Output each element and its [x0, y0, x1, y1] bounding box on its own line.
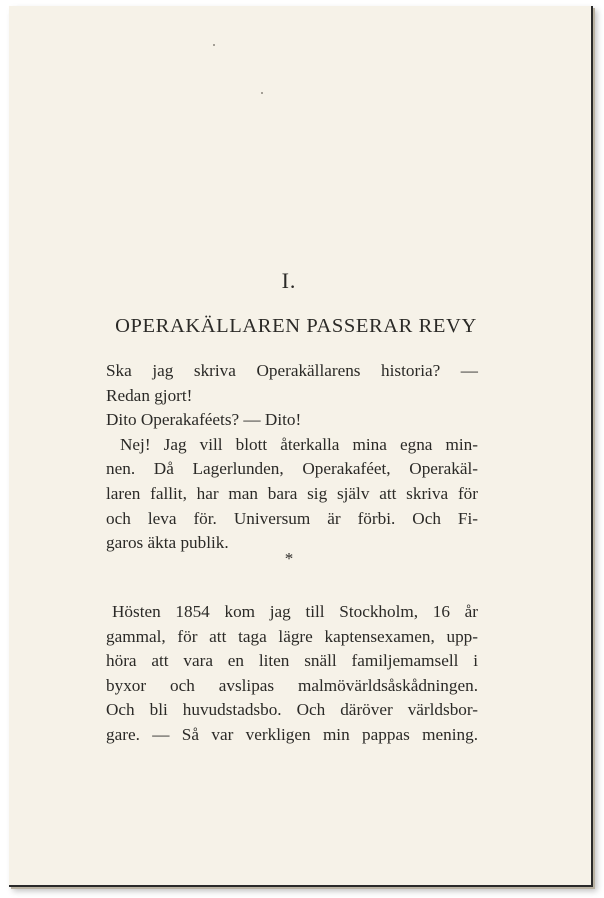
text-line: Nej! Jag vill blott återkalla mina egna min- [120, 434, 478, 454]
text-line: Hösten 1854 kom jag till Stockholm, 16 år [112, 602, 478, 621]
text-line: Dito Operakaféets? — Dito! [106, 410, 302, 430]
paper-speck [213, 44, 215, 46]
chapter-numeral: I. [281, 268, 297, 293]
text-line: gammal, för att taga lägre kaptensexamen, upp- [106, 626, 478, 646]
text-line: Och bli huvudstadsbo. Och däröver världsbor- [106, 700, 478, 720]
chapter-title: OPERAKÄLLAREN PASSERAR REVY [115, 315, 477, 337]
section-separator: * [284, 549, 294, 568]
text-line: och leva för. Universum är förbi. Och Fi- [106, 508, 478, 528]
paper-speck [261, 92, 263, 94]
text-line: höra att vara en liten snäll familjemamsell i [106, 651, 478, 671]
text-line: garos äkta publik. [106, 533, 229, 553]
text-line: gare. — Så var verkligen min pappas mening. [106, 724, 478, 744]
text-line: Ska jag skriva Operakällarens historia? — [106, 361, 478, 380]
book-page [9, 6, 593, 887]
paragraph-1 [106, 359, 478, 556]
text-line: Redan gjort! [106, 385, 193, 405]
text-line: byxor och avslipas malmövärldsåskådningen. [106, 675, 478, 695]
text-line: nen. Då Lagerlunden, Operakaféet, Operakäl- [106, 459, 478, 479]
paragraph-2 [106, 600, 478, 748]
text-line: laren fallit, har man bara sig själv att skriva för [106, 483, 478, 503]
